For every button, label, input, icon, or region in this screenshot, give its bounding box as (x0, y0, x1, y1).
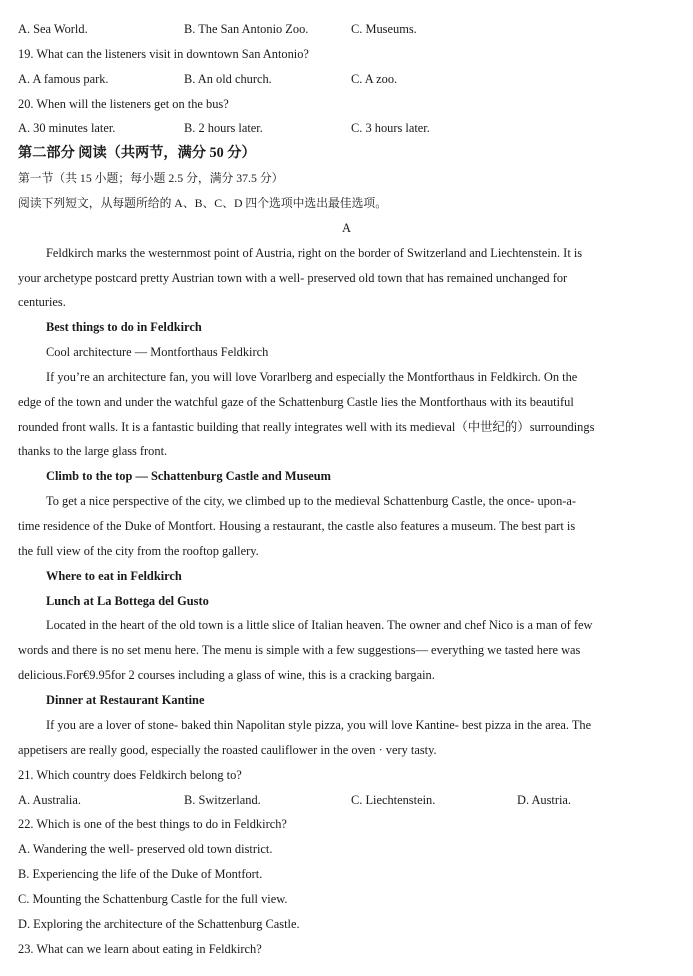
q20-option-b: B. 2 hours later. (184, 121, 263, 135)
q20-option-c: C. 3 hours later. (351, 121, 430, 135)
passage-line: centuries. (18, 295, 66, 309)
q19-stem: 19. What can the listeners visit in downtown San Antonio? (18, 47, 309, 61)
passage-line: Feldkirch marks the westernmost point of Austria, right on the border of Switzerland and Liechtenstein. It is (46, 246, 583, 260)
part2-title: 第二部分 阅读（共两节，满分 50 分） (18, 145, 256, 161)
passage-line: If you are a lover of stone- baked thin Napolitan style pizza, you will love Kantine- best pizza in the area. The (46, 718, 592, 732)
q22-stem: 22. Which is one of the best things to do in Feldkirch? (18, 817, 287, 831)
subheading-dinner: Dinner at Restaurant Kantine (46, 693, 205, 707)
q21-option-c: C. Liechtenstein. (351, 793, 436, 807)
passage-line: delicious.For€9.95for 2 courses including a glass of wine, this is a cracking bargain. (18, 668, 435, 682)
q18-option-c: C. Museums. (351, 22, 417, 36)
subheading-lunch: Lunch at La Bottega del Gusto (46, 594, 209, 608)
q20-stem: 20. When will the listeners get on the bus? (18, 97, 229, 111)
q21-option-d: D. Austria. (517, 793, 572, 807)
passage-line: rounded front walls. It is a fantastic building that really integrates well with its medieval（中世纪的）surroundings (18, 420, 595, 434)
q22-option-c: C. Mounting the Schattenburg Castle for the full view. (18, 892, 288, 906)
passage-line: the full view of the city from the rooftop gallery. (18, 544, 259, 558)
passage-line: Located in the heart of the old town is a little slice of Italian heaven. The owner and chef Nico is a man of few (46, 618, 593, 632)
reading-instruction: 阅读下列短文，从每题所给的 A、B、C、D 四个选项中选出最佳选项。 (18, 196, 387, 210)
section1-heading: 第一节（共 15 小题；每小题 2.5 分，满分 37.5 分） (18, 171, 284, 185)
q18-option-b: B. The San Antonio Zoo. (184, 22, 309, 36)
q22-option-b: B. Experiencing the life of the Duke of Montfort. (18, 867, 263, 881)
q23-stem: 23. What can we learn about eating in Feldkirch? (18, 942, 262, 956)
subheading-best-things: Best things to do in Feldkirch (46, 320, 202, 334)
passage-line: If you’re an architecture fan, you will love Vorarlberg and especially the Montforthaus in Feldkirch. On the (46, 370, 578, 384)
passage-line: appetisers are really good, especially the roasted cauliflower in the oven · very tasty. (18, 743, 437, 757)
passage-line: time residence of the Duke of Montfort. Housing a restaurant, the castle also features a museum. The best part is (18, 519, 576, 533)
q19-option-b: B. An old church. (184, 72, 272, 86)
subheading-climb: Climb to the top — Schattenburg Castle and Museum (46, 469, 331, 483)
passage-line: words and there is no set menu here. The menu is simple with a few suggestions— everything we tasted here was (18, 643, 581, 657)
passage-line: edge of the town and under the watchful gaze of the Schattenburg Castle lies the Montforthaus with its beautiful (18, 395, 574, 409)
q19-option-a: A. A famous park. (18, 72, 109, 86)
passage-line: thanks to the large glass front. (18, 444, 168, 458)
passage-line: To get a nice perspective of the city, we climbed up to the medieval Schattenburg Castle, the once- upon-a- (46, 494, 577, 508)
subheading-where-to-eat: Where to eat in Feldkirch (46, 569, 182, 583)
q22-option-a: A. Wandering the well- preserved old town district. (18, 842, 273, 856)
q18-option-a: A. Sea World. (18, 22, 88, 36)
q20-option-a: A. 30 minutes later. (18, 121, 116, 135)
q19-option-c: C. A zoo. (351, 72, 398, 86)
q22-option-d: D. Exploring the architecture of the Schattenburg Castle. (18, 917, 300, 931)
q21-option-a: A. Australia. (18, 793, 81, 807)
passage-line: your archetype postcard pretty Austrian town with a well- preserved old town that has remained unchanged for (18, 271, 568, 285)
subheading-architecture: Cool architecture — Montforthaus Feldkirch (46, 345, 269, 359)
passage-label: A (342, 221, 351, 235)
q21-stem: 21. Which country does Feldkirch belong to? (18, 768, 242, 782)
q21-option-b: B. Switzerland. (184, 793, 261, 807)
